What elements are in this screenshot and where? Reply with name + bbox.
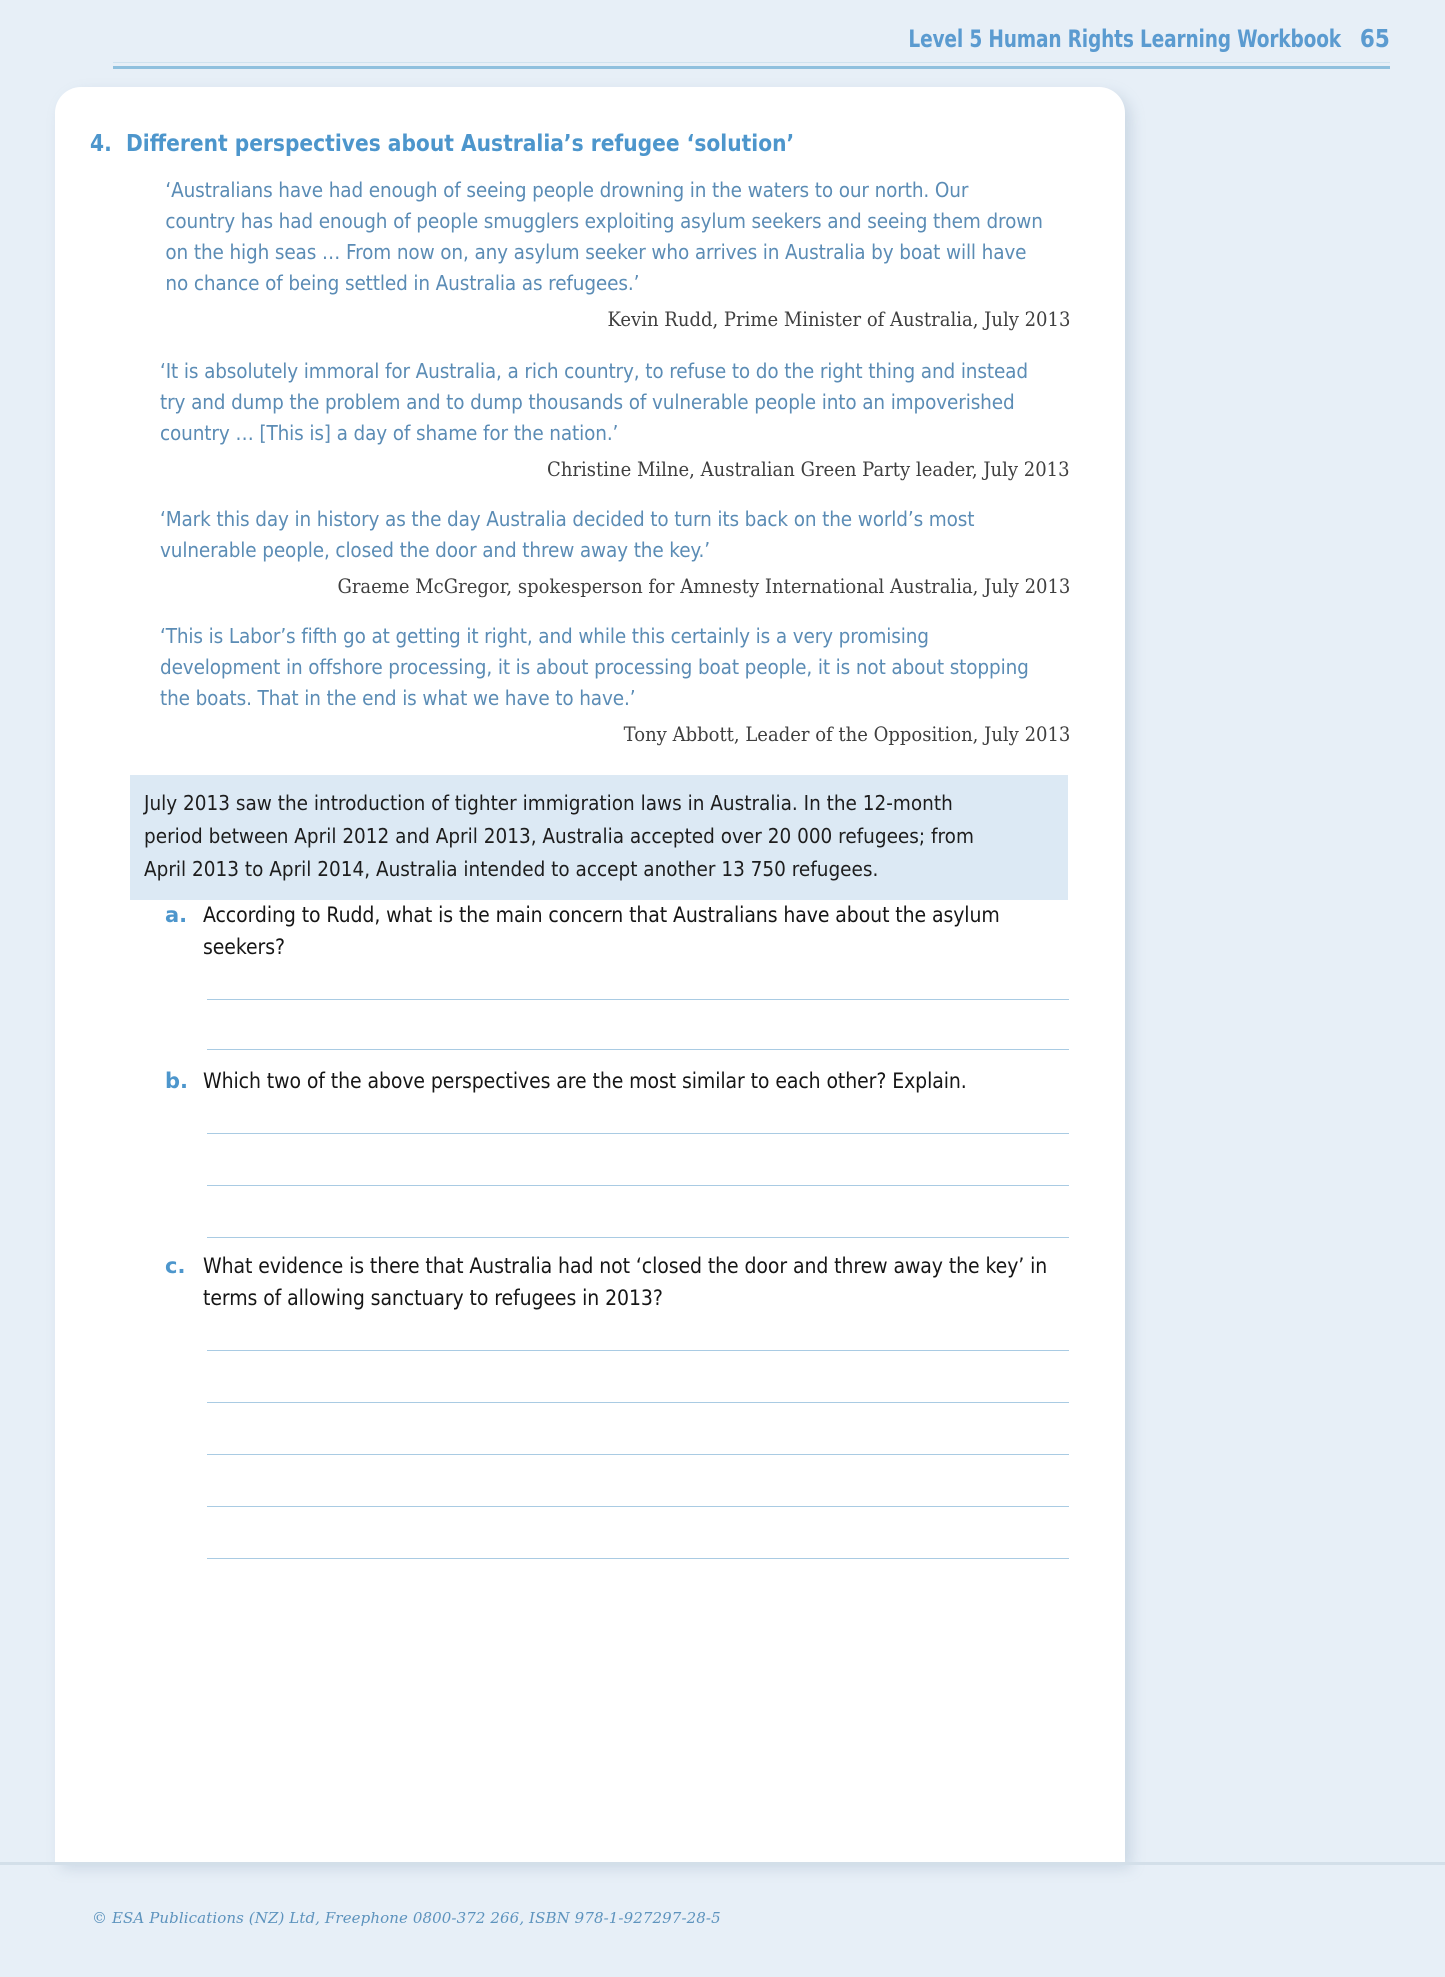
answer-line[interactable]: [207, 999, 1069, 1000]
quote-attribution-text: Kevin Rudd, Prime Minister of Australia, July 2013: [607, 307, 1070, 331]
quote-attribution-text: Tony Abbott, Leader of the Opposition, July 2013: [623, 722, 1070, 746]
footer-copyright: © ESA Publications (NZ) Ltd, Freephone 0800-372 266, ISBN 978-1-927297-28-5: [92, 1909, 721, 1927]
content-card: [55, 87, 1125, 1862]
answer-line[interactable]: [207, 1454, 1069, 1455]
quote-line: no chance of being settled in Australia as refugees.’: [165, 271, 640, 295]
quote-line: ‘It is absolutely immoral for Australia, a rich country, to refuse to do the right thing and instead: [160, 359, 1028, 383]
quote-line: ‘This is Labor’s fifth go at getting it right, and while this certainly is a very promising: [160, 624, 929, 648]
quote-text: [160, 356, 1070, 449]
quote-attribution-text: Graeme McGregor, spokesperson for Amnesty International Australia, July 2013: [337, 574, 1070, 598]
quote-line: ‘Australians have had enough of seeing people drowning in the waters to our north. Our: [165, 178, 969, 202]
question-marker: b.: [165, 1069, 189, 1093]
quote-line: ‘Mark this day in history as the day Australia decided to turn its back on the world’s most: [160, 507, 975, 531]
answer-line[interactable]: [207, 1185, 1069, 1186]
section-number: 4.: [90, 131, 112, 157]
answer-line[interactable]: [207, 1558, 1069, 1559]
question-line: What evidence is there that Australia had not ‘closed the door and threw away the key’ in: [203, 1254, 1048, 1278]
question-text: [203, 1250, 1070, 1314]
question-line: According to Rudd, what is the main concern that Australians have about the asylum: [203, 903, 1000, 927]
quote-line: try and dump the problem and to dump thousands of vulnerable people into an impoverished: [160, 390, 1015, 414]
quote-block: [160, 175, 1070, 334]
quote-block: [160, 504, 1070, 601]
running-header: [110, 24, 1390, 53]
question-marker: c.: [165, 1254, 186, 1278]
quote-line: country … [This is] a day of shame for the nation.’: [160, 421, 619, 445]
question-line: seekers?: [203, 935, 285, 959]
section-heading: [90, 131, 885, 157]
answer-line[interactable]: [207, 1133, 1069, 1134]
quote-text: [160, 175, 1070, 299]
quote-block: [160, 621, 1070, 749]
quote-text: [160, 621, 1070, 714]
answer-line[interactable]: [207, 1402, 1069, 1403]
quote-line: development in offshore processing, it is about processing boat people, it is not about stopping: [160, 655, 1029, 679]
answer-line[interactable]: [207, 1506, 1069, 1507]
quote-line: country has had enough of people smugglers exploiting asylum seekers and seeing them drown: [165, 209, 1043, 233]
question-text: [203, 899, 1070, 963]
quote-line: the boats. That in the end is what we have to have.’: [160, 686, 636, 710]
question-item-b: [165, 1065, 1070, 1097]
fact-box: [130, 775, 1068, 900]
question-item-c: [165, 1250, 1070, 1314]
answer-line[interactable]: [207, 1350, 1069, 1351]
question-marker: a.: [165, 903, 188, 927]
quote-attribution: [160, 719, 1070, 749]
fact-box-line: April 2013 to April 2014, Australia intended to accept another 13 750 refugees.: [144, 857, 879, 881]
header-rule: [113, 66, 1390, 69]
question-line: terms of allowing sanctuary to refugees in 2013?: [203, 1286, 663, 1310]
question-item-a: [165, 899, 1070, 963]
quote-line: vulnerable people, closed the door and threw away the key.’: [160, 538, 711, 562]
running-header-title: Level 5 Human Rights Learning Workbook: [908, 25, 1342, 53]
quote-text: [160, 504, 1070, 566]
section-title: Different perspectives about Australia’s refugee ‘solution’: [126, 131, 795, 157]
quote-block: [160, 356, 1070, 484]
question-line: Which two of the above perspectives are the most similar to each other? Explain.: [203, 1069, 967, 1093]
answer-line[interactable]: [207, 1237, 1069, 1238]
quote-attribution: [160, 304, 1070, 334]
quote-line: on the high seas … From now on, any asylum seeker who arrives in Australia by boat will have: [165, 240, 1027, 264]
quote-attribution: [160, 571, 1070, 601]
question-text: [203, 1065, 1052, 1097]
quote-attribution: [160, 454, 1070, 484]
footer-rule: [0, 1862, 1445, 1865]
page-number: 65: [1360, 24, 1390, 53]
answer-line[interactable]: [207, 1049, 1069, 1050]
fact-box-line: period between April 2012 and April 2013, Australia accepted over 20 000 refugees; from: [144, 824, 974, 848]
fact-box-line: July 2013 saw the introduction of tighter immigration laws in Australia. In the 12-month: [144, 791, 953, 815]
header-rule-thin: [113, 62, 1390, 63]
quotes-container: [160, 175, 1070, 769]
quote-attribution-text: Christine Milne, Australian Green Party leader, July 2013: [547, 457, 1070, 481]
